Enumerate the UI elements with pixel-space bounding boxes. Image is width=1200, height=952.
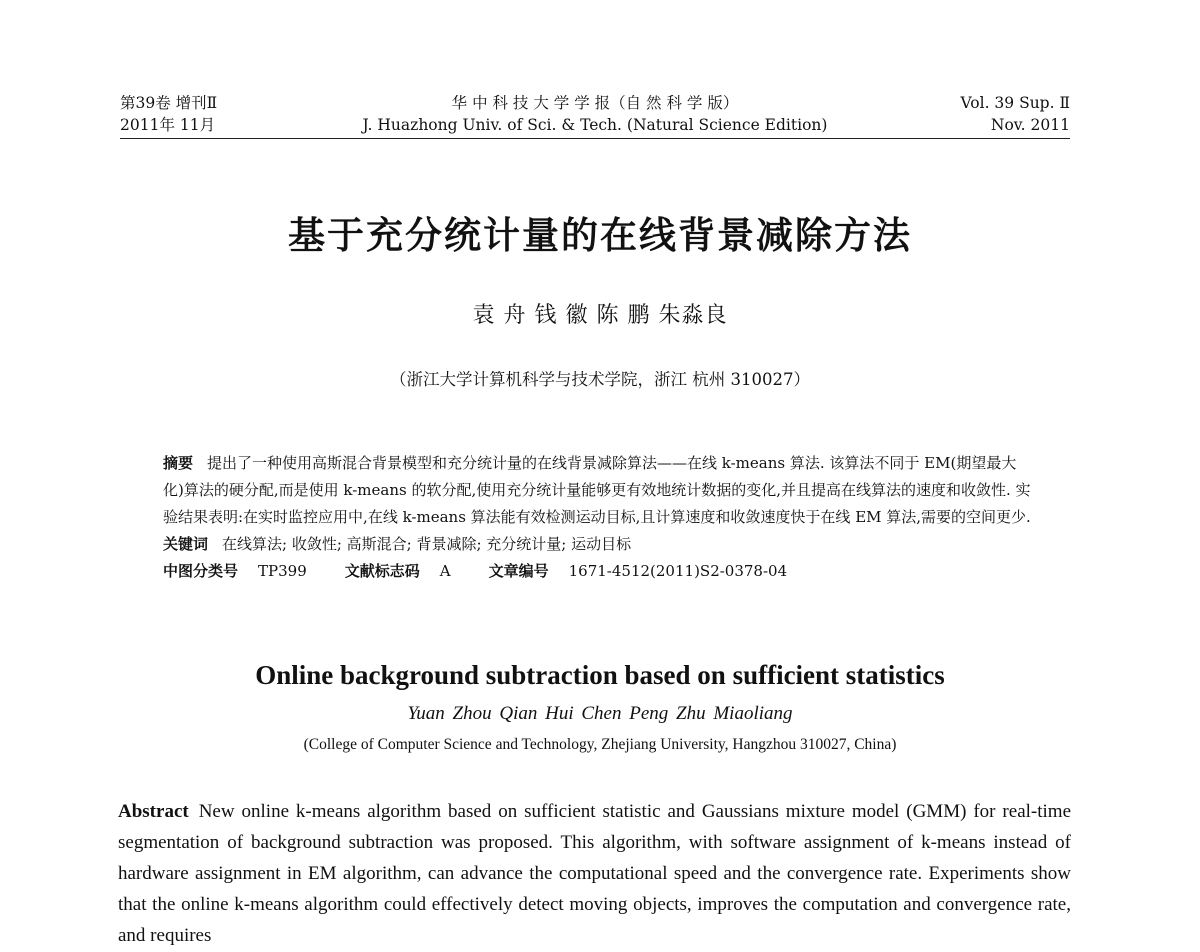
abstract-en xyxy=(118,796,1071,951)
journal-header xyxy=(120,92,1070,144)
keywords-cn xyxy=(163,531,1033,558)
authors-en: Yuan Zhou Qian Hui Chen Peng Zhu Miaoliang xyxy=(407,703,793,724)
abstract-en-label: Abstract xyxy=(118,801,189,822)
clc-label: 中图分类号 xyxy=(163,562,239,580)
title-cn: 基于充分统计量的在线背景减除方法 xyxy=(288,214,912,257)
abstract-cn xyxy=(163,450,1033,531)
title-en: Online background subtraction based on sufficient statistics xyxy=(255,660,945,690)
doc-code-value: A xyxy=(439,562,451,580)
header-volume-en xyxy=(961,92,1070,136)
doc-code-label: 文献标志码 xyxy=(344,562,420,580)
affiliation-en: (College of Computer Science and Technology, Zhejiang University, Hangzhou 310027, China) xyxy=(303,736,897,753)
header-rule xyxy=(120,138,1070,139)
abstract-en-block xyxy=(118,796,1071,951)
header-left-line2: 2011年 11月 xyxy=(120,116,216,134)
article-no-value: 1671-4512(2011)S2-0378-04 xyxy=(568,562,788,580)
keywords-cn-text: 在线算法; 收敛性; 高斯混合; 背景减除; 充分统计量; 运动目标 xyxy=(222,535,632,553)
article-no-label: 文章编号 xyxy=(488,562,549,580)
header-right-line1: Vol. 39 Sup. Ⅱ xyxy=(960,94,1070,112)
clc-value: TP399 xyxy=(258,562,307,580)
abstract-cn-text: 提出了一种使用高斯混合背景模型和充分统计量的在线背景减除算法——在线 k-means 算法. 该算法不同于 EM(期望最大化)算法的硬分配,而是使用 k-means 的软分配,使用充分统计量能够更有效地统计数据的变化,并且提高在线算法的速度和收敛性. 实验结果表明:在实时监控应用中,在线 k-means 算法能有效检测运动目标,且计算速度和收敛速度快于在线 EM 算法,需要的空间更少. xyxy=(163,454,1031,526)
abstract-en-text: New online k-means algorithm based on sufficient statistic and Gaussians mixture model (GMM) for real-time segmentation of background subtraction was proposed. This algorithm, with software assignment of k-means instead of hardware assignment in EM algorithm, can advance the computational speed and the convergence rate. Experiments show that the online k-means algorithm could effectively detect moving objects, improves the computation and convergence rate, and requires xyxy=(118,801,1071,946)
affiliation-cn: （浙江大学计算机科学与技术学院，浙江 杭州 310027） xyxy=(390,370,810,389)
keywords-cn-label: 关键词 xyxy=(163,535,209,553)
abstract-cn-label: 摘要 xyxy=(163,454,194,472)
authors-cn: 袁 舟 钱 徽 陈 鹏 朱淼良 xyxy=(472,303,728,328)
abstract-cn-block xyxy=(163,450,1033,585)
header-center-line2: J. Huazhong Univ. of Sci. & Tech. (Natural Science Edition) xyxy=(362,116,828,134)
classification-row xyxy=(163,558,1033,585)
header-left-line1: 第39卷 增刊Ⅱ xyxy=(120,94,218,112)
header-right-line2: Nov. 2011 xyxy=(990,116,1070,134)
header-journal-name xyxy=(120,92,1070,136)
header-center-line1: 华 中 科 技 大 学 学 报（自 然 科 学 版） xyxy=(451,94,739,112)
